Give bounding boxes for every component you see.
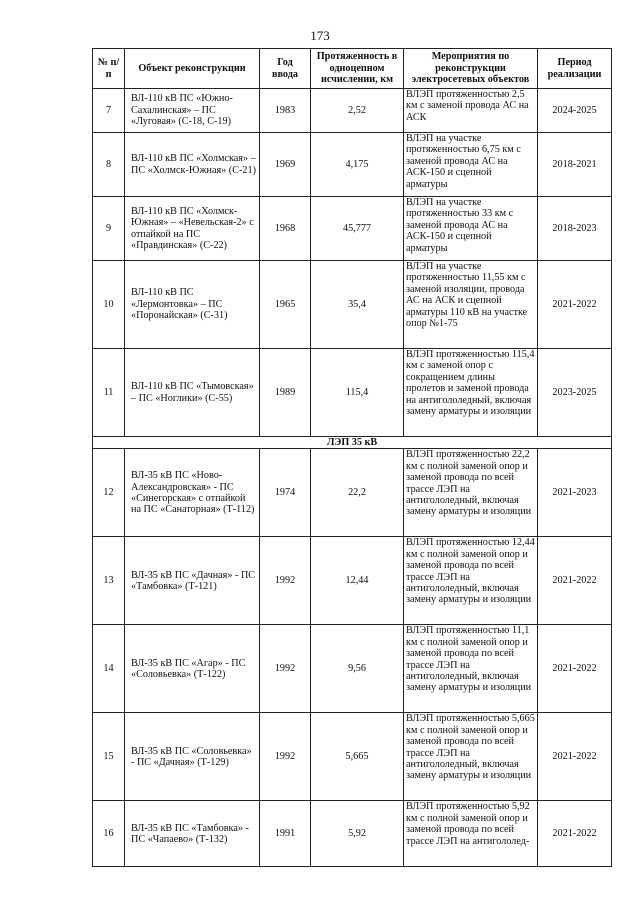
table-row [93,197,612,261]
cell-year: 1992 [260,625,311,713]
cell-object: ВЛ-110 кВ ПС «Южно-Сахалинская» – ПС «Луговая» (С-18, С-19) [125,89,260,133]
cell-measures: ВЛЭП протяженностью 12,44 км с полной заменой опор и заменой провода по всей трассе ЛЭП на антигололедный, включая замену арматуры и изоляции [404,537,538,625]
cell-measures: ВЛЭП протяженностью 5,92 км с полной заменой опор и заменой провода по всей трассе ЛЭП на антигололед- [404,801,538,867]
cell-year: 1969 [260,133,311,197]
header-row [93,49,612,89]
cell-period: 2018-2023 [538,197,612,261]
cell-length: 4,175 [311,133,404,197]
cell-length: 115,4 [311,349,404,437]
cell-num: 11 [93,349,125,437]
page-number: 173 [310,28,330,43]
cell-measures: ВЛЭП протяженностью 5,665 км с полной заменой опор и заменой провода по всей трассе ЛЭП на антигололедный, включая замену арматуры и изоляции [404,713,538,801]
cell-length: 9,56 [311,625,404,713]
cell-year: 1992 [260,537,311,625]
header-num: № п/п [93,49,125,89]
cell-length: 35,4 [311,261,404,349]
cell-measures: ВЛЭП протяженностью 22,2 км с полной заменой опор и заменой провода по всей трассе ЛЭП на антигололедный, включая замену арматуры и изоляции [404,449,538,537]
header-measures: Мероприятия по реконструкции электросетевых объектов [404,49,538,89]
cell-length: 12,44 [311,537,404,625]
cell-object: ВЛ-110 кВ ПС «Холмская» – ПС «Холмск-Южная» (С-21) [125,133,260,197]
header-length: Протяженность в одноцепном исчислении, км [311,49,404,89]
cell-num: 9 [93,197,125,261]
table-row [93,625,612,713]
cell-num: 16 [93,801,125,867]
cell-period: 2021-2022 [538,261,612,349]
cell-num: 12 [93,449,125,537]
cell-object: ВЛ-35 кВ ПС «Агар» - ПС «Соловьевка» (Т-122) [125,625,260,713]
cell-period: 2023-2025 [538,349,612,437]
reconstruction-table [92,48,612,867]
cell-object: ВЛ-35 кВ ПС «Ново-Александровская» - ПС «Синегорская» с отпайкой на ПС «Санаторная» (Т-112) [125,449,260,537]
cell-year: 1989 [260,349,311,437]
cell-num: 13 [93,537,125,625]
cell-measures: ВЛЭП на участке протяженностью 11,55 км с заменой изоляции, провода АС на АСК и сцепной арматуры 110 кВ на участке опор №1-75 [404,261,538,349]
cell-year: 1968 [260,197,311,261]
cell-object: ВЛ-110 кВ ПС «Холмск-Южная» – «Невельская-2» с отпайкой на ПС «Правдинская» (С-22) [125,197,260,261]
section-header-row [93,437,612,449]
cell-year: 1974 [260,449,311,537]
cell-length: 5,92 [311,801,404,867]
cell-year: 1983 [260,89,311,133]
cell-measures: ВЛЭП протяженностью 11,1 км с полной заменой опор и заменой провода по всей трассе ЛЭП на антигололедный, включая замену арматуры и изоляции [404,625,538,713]
table-row [93,133,612,197]
cell-num: 14 [93,625,125,713]
cell-year: 1965 [260,261,311,349]
cell-object: ВЛ-35 кВ ПС «Дачная» - ПС «Тамбовка» (Т-121) [125,537,260,625]
table-row [93,349,612,437]
cell-length: 45,777 [311,197,404,261]
cell-object: ВЛ-110 кВ ПС «Тымовская» – ПС «Ноглики» (С-55) [125,349,260,437]
cell-period: 2021-2022 [538,625,612,713]
cell-measures: ВЛЭП протяженностью 115,4 км с заменой опор с сокращением длины пролетов и заменой провода на антигололедный, включая замену арматуры и изоляции [404,349,538,437]
cell-length: 5,665 [311,713,404,801]
cell-measures: ВЛЭП на участке протяженностью 33 км с заменой провода АС на АСК-150 и сцепной арматуры [404,197,538,261]
header-object: Объект реконструкции [125,49,260,89]
cell-period: 2021-2022 [538,537,612,625]
cell-num: 10 [93,261,125,349]
cell-period: 2021-2023 [538,449,612,537]
header-period: Период реализации [538,49,612,89]
cell-year: 1992 [260,713,311,801]
cell-object: ВЛ-35 кВ ПС «Тамбовка» - ПС «Чапаево» (Т-132) [125,801,260,867]
cell-measures: ВЛЭП на участке протяженностью 6,75 км с заменой провода АС на АСК-150 и сцепной арматуры [404,133,538,197]
table-row [93,449,612,537]
cell-length: 2,52 [311,89,404,133]
cell-period: 2018-2021 [538,133,612,197]
cell-num: 7 [93,89,125,133]
cell-object: ВЛ-35 кВ ПС «Соловьевка» - ПС «Дачная» (Т-129) [125,713,260,801]
table-row [93,89,612,133]
cell-num: 8 [93,133,125,197]
cell-year: 1991 [260,801,311,867]
cell-measures: ВЛЭП протяженностью 2,5 км с заменой провода АС на АСК [404,89,538,133]
section-title: ЛЭП 35 кВ [93,437,612,449]
table-row [93,537,612,625]
cell-period: 2021-2022 [538,801,612,867]
table-row [93,713,612,801]
cell-num: 15 [93,713,125,801]
table-row [93,801,612,867]
cell-period: 2024-2025 [538,89,612,133]
header-year: Год ввода [260,49,311,89]
cell-object: ВЛ-110 кВ ПС «Лермонтовка» – ПС «Поронайская» (С-31) [125,261,260,349]
table-row [93,261,612,349]
cell-length: 22,2 [311,449,404,537]
cell-period: 2021-2022 [538,713,612,801]
